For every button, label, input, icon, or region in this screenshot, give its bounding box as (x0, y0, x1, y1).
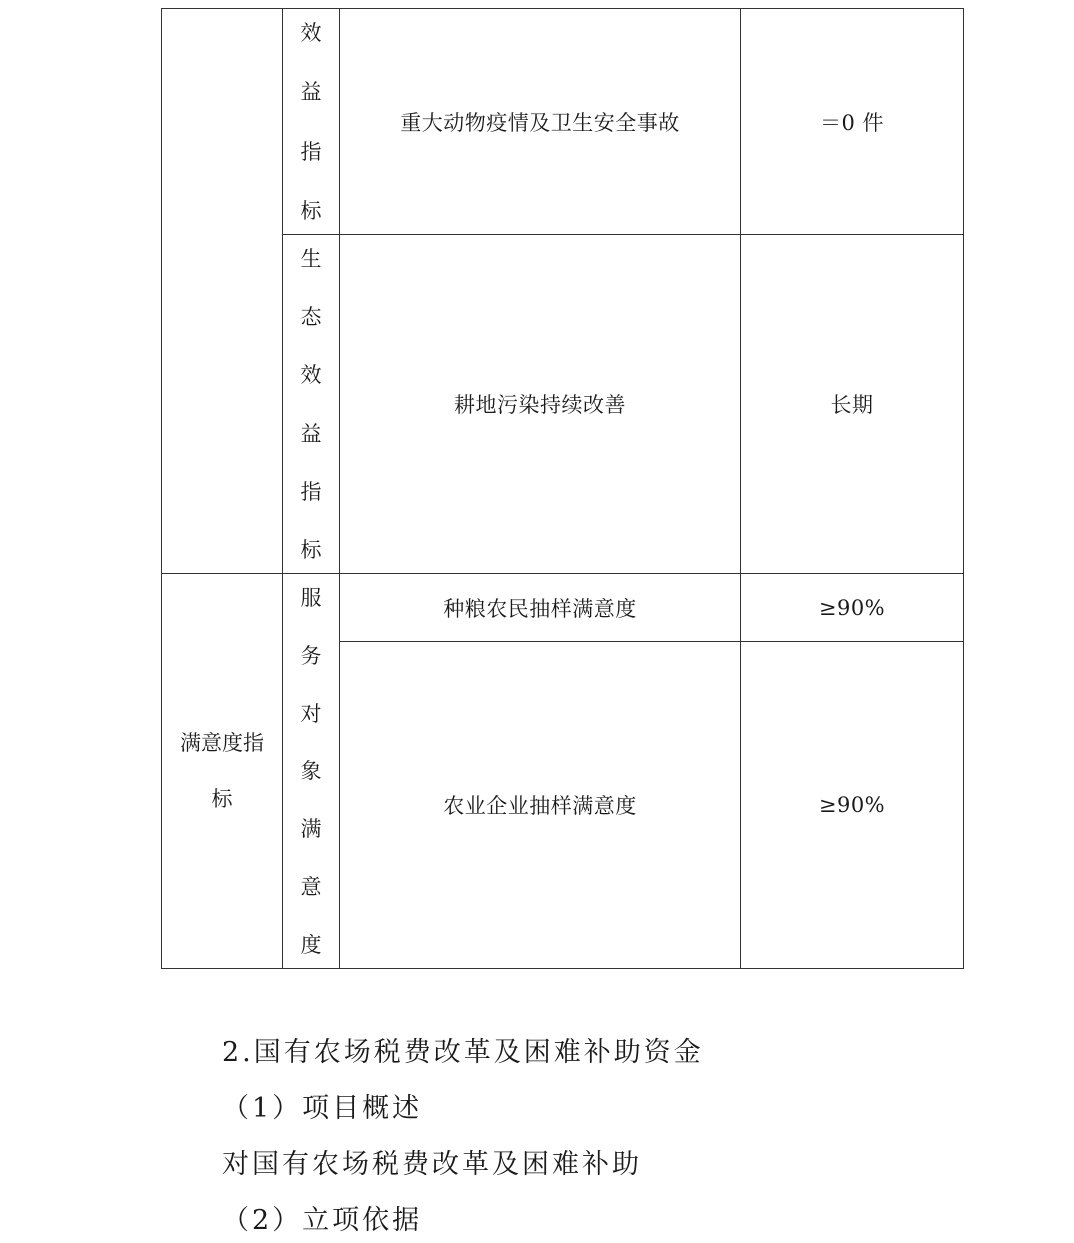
sub-category-char: 意 (300, 875, 322, 900)
category-cell (162, 574, 283, 969)
indicator-text: 耕地污染持续改善 (454, 393, 626, 417)
table-row (162, 9, 964, 235)
sub-category-char: 生 (300, 247, 322, 271)
subsection-overview: （1）项目概述 (222, 1093, 423, 1124)
value-cell (741, 235, 964, 574)
sub-category-char: 效 (300, 363, 322, 388)
sub-category-char: 指 (300, 139, 322, 164)
sub-category-char: 务 (300, 643, 322, 668)
value-text: 长期 (830, 393, 874, 417)
sub-category-char: 象 (300, 759, 322, 784)
category-label: 满意度指标 (180, 731, 264, 811)
sub-category-char: 服 (300, 586, 322, 610)
sub-category-cell (283, 9, 340, 235)
value-cell (741, 9, 964, 235)
sub-category-cell (283, 235, 340, 574)
sub-category-char: 标 (300, 537, 322, 562)
value-text: ≥90% (818, 595, 886, 620)
sub-category-char: 满 (300, 817, 322, 842)
value-text: ≥90% (818, 793, 886, 817)
sub-category-char: 益 (300, 80, 322, 105)
value-cell (741, 574, 964, 642)
indicator-cell (340, 9, 741, 235)
indicator-cell (340, 642, 741, 969)
sub-category-cell (283, 574, 340, 969)
sub-category-char: 对 (300, 701, 322, 726)
category-cell-empty (162, 9, 283, 574)
body-paragraph: 对国有农场税费改革及困难补助 (222, 1149, 642, 1180)
table-row (162, 574, 964, 642)
subsection-basis: （2）立项依据 (222, 1205, 423, 1236)
performance-indicator-table (161, 8, 964, 969)
indicator-text: 农业企业抽样满意度 (443, 794, 637, 818)
indicator-text: 重大动物疫情及卫生安全事故 (400, 110, 680, 135)
table-row (162, 235, 964, 574)
value-cell (741, 642, 964, 969)
sub-category-char: 度 (300, 932, 322, 957)
indicator-cell (340, 574, 741, 642)
sub-category-char: 指 (300, 479, 322, 504)
indicator-text: 种粮农民抽样满意度 (443, 596, 637, 621)
sub-category-char: 效 (300, 21, 322, 45)
value-text: ＝0 件 (819, 110, 885, 135)
sub-category-char: 标 (300, 198, 322, 223)
sub-category-char: 态 (300, 305, 322, 330)
sub-category-char: 益 (300, 421, 322, 446)
section-heading: 2.国有农场税费改革及困难补助资金 (222, 1037, 704, 1068)
indicator-cell (340, 235, 741, 574)
